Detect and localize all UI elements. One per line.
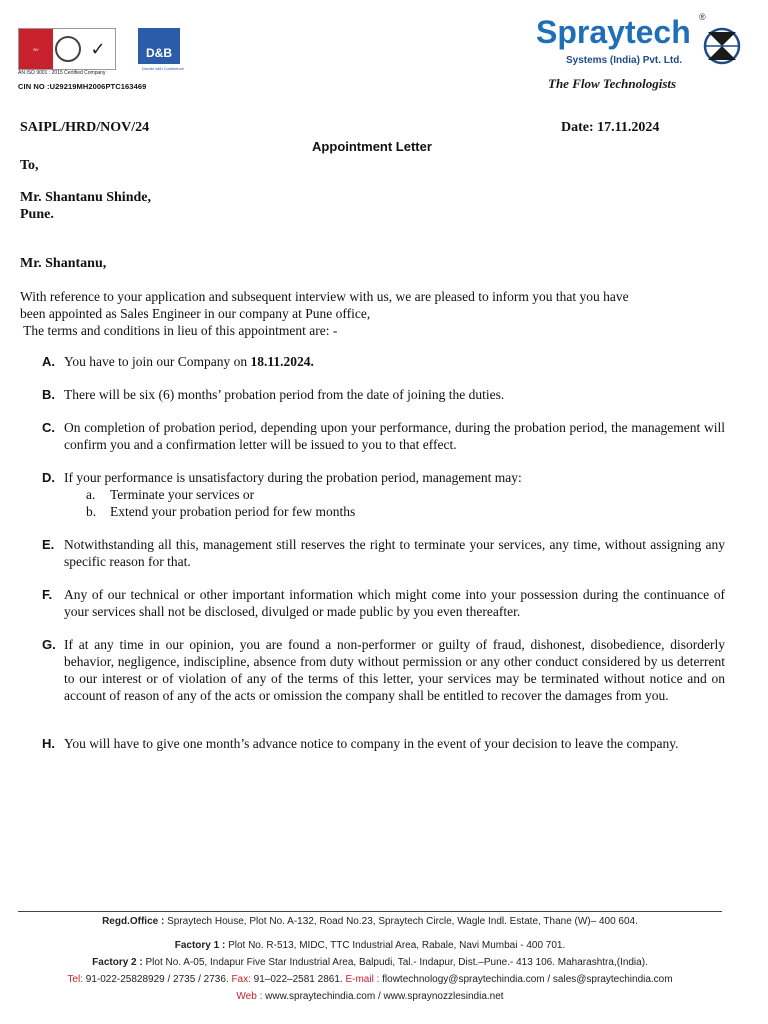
clause-letter: C. <box>42 420 55 435</box>
recipient-city: Pune. <box>20 207 54 222</box>
dnb-tagline: Decide with Confidence <box>141 66 185 71</box>
tel-label: Tel: <box>67 974 83 985</box>
brand-name: Spraytech <box>536 14 691 50</box>
clause-text <box>64 353 725 370</box>
clause-text: On completion of probation period, depending upon your performance, during the probation period, the management will confirm you and a confirmation letter will be issued to you to that effect. <box>64 420 725 452</box>
clause-a <box>20 353 725 370</box>
clause-text-part: You have to join our Company on <box>64 354 251 369</box>
bureau-veritas-mark: BV <box>19 29 53 69</box>
reference-number: SAIPL/HRD/NOV/24 <box>20 120 150 135</box>
letter-date: Date: 17.11.2024 <box>561 120 660 135</box>
company-tagline: The Flow Technologists <box>548 76 677 91</box>
salutation: Mr. Shantanu, <box>20 256 107 271</box>
footer-factory-2 <box>0 957 740 968</box>
sub-item-label: a. <box>86 487 96 502</box>
sub-item-text: Extend your probation period for few months <box>110 504 356 519</box>
company-subtitle: Systems (India) Pvt. Ltd. <box>566 55 683 66</box>
clause-e <box>20 536 725 570</box>
clause-text: There will be six (6) months’ probation period from the date of joining the duties. <box>64 387 505 402</box>
clause-letter: H. <box>42 736 55 751</box>
spray-nozzle-icon <box>700 26 744 66</box>
sub-item <box>64 486 725 503</box>
recipient-name: Mr. Shantanu Shinde, <box>20 190 151 205</box>
factory1-address: Plot No. R-513, MIDC, TTC Industrial Area, Rabale, Navi Mumbai - 400 701. <box>225 940 566 951</box>
fax-number: 91–022–2581 2861. <box>250 974 346 985</box>
clause-letter: A. <box>42 354 55 369</box>
clause-text: You will have to give one month’s advance notice to company in the event of your decision to leave the company. <box>64 736 679 751</box>
cin-number: CIN NO :U29219MH2006PTC163469 <box>18 82 147 91</box>
footer-divider <box>18 911 722 912</box>
regd-address: Spraytech House, Plot No. A-132, Road No.23, Spraytech Circle, Wagle Indl. Estate, Thane (W)– 400 604. <box>164 916 638 927</box>
seal-icon <box>53 29 83 69</box>
clause-g <box>20 636 725 704</box>
email-label: E-mail : <box>345 974 380 985</box>
footer-contact <box>0 974 740 985</box>
clause-d <box>20 469 725 520</box>
sub-item <box>64 503 725 520</box>
regd-label: Regd.Office : <box>102 916 165 927</box>
footer-factory-1 <box>0 940 740 951</box>
clause-letter: D. <box>42 470 55 485</box>
intro-line: been appointed as Sales Engineer in our company at Pune office, <box>20 306 371 321</box>
tel-numbers: 91-022-25828929 / 2735 / 2736. <box>82 974 232 985</box>
clause-c <box>20 419 725 453</box>
web-links[interactable]: www.spraytechindia.com / www.spraynozzlesindia.net <box>262 991 504 1002</box>
certification-text: AN ISO 9001 : 2015 Certified Company <box>18 70 106 76</box>
email-addresses[interactable]: flowtechnology@spraytechindia.com / sales@spraytechindia.com <box>379 974 673 985</box>
clause-letter: G. <box>42 637 56 652</box>
footer-web <box>0 991 740 1002</box>
registered-mark: ® <box>699 12 706 22</box>
intro-line: The terms and conditions in lieu of this appointment are: - <box>20 323 338 338</box>
ukas-check-icon: ✓ <box>90 38 106 60</box>
join-date: 18.11.2024. <box>250 354 314 369</box>
sub-item-label: b. <box>86 504 97 519</box>
clause-letter: F. <box>42 587 53 602</box>
clause-text-wrap <box>64 469 725 520</box>
clause-text: Notwithstanding all this, management still reserves the right to terminate your services, any time, without assigning any specific reason for that. <box>64 537 725 569</box>
clause-text: Any of our technical or other important information which might come into your possession during the continuance of your services shall not be disclosed, divulged or made public by you even thereafter. <box>64 587 725 619</box>
factory2-label: Factory 2 : <box>92 957 143 968</box>
to-line: To, <box>20 158 39 173</box>
clause-h <box>20 735 725 752</box>
intro-paragraph <box>20 288 725 339</box>
clause-text: If your performance is unsatisfactory during the probation period, management may: <box>64 470 522 485</box>
web-label: Web : <box>236 991 263 1002</box>
clause-text: If at any time in our opinion, you are found a non-performer or guilty of fraud, dishonest, disobedience, disorderly behavior, negligence, indiscipline, absence from duty without permission or any other conduct considered by us deterrent to our interest or of violation of any of the terms of this letter, your services may be terminated without notice and on account of reason of any of the acts or omission the company shall be entitled to recover the damages from you. <box>64 637 725 703</box>
clause-b <box>20 386 725 403</box>
factory2-address: Plot No. A-05, Indapur Five Star Industrial Area, Balpudi, Tal.- Indapur, Dist.–Pune.- 413 106. Maharashtra,(India). <box>142 957 648 968</box>
clause-letter: B. <box>42 387 55 402</box>
clause-f <box>20 586 725 620</box>
dnb-logo: D&B <box>138 28 180 64</box>
certification-logo <box>18 28 116 70</box>
letter-title: Appointment Letter <box>312 139 432 154</box>
sub-item-text: Terminate your services or <box>110 487 255 502</box>
intro-line: With reference to your application and subsequent interview with us, we are pleased to inform you that you have <box>20 289 629 304</box>
factory1-label: Factory 1 : <box>174 940 226 951</box>
clause-letter: E. <box>42 537 55 552</box>
fax-label: Fax: <box>231 974 251 985</box>
footer-registered-office <box>0 916 740 927</box>
